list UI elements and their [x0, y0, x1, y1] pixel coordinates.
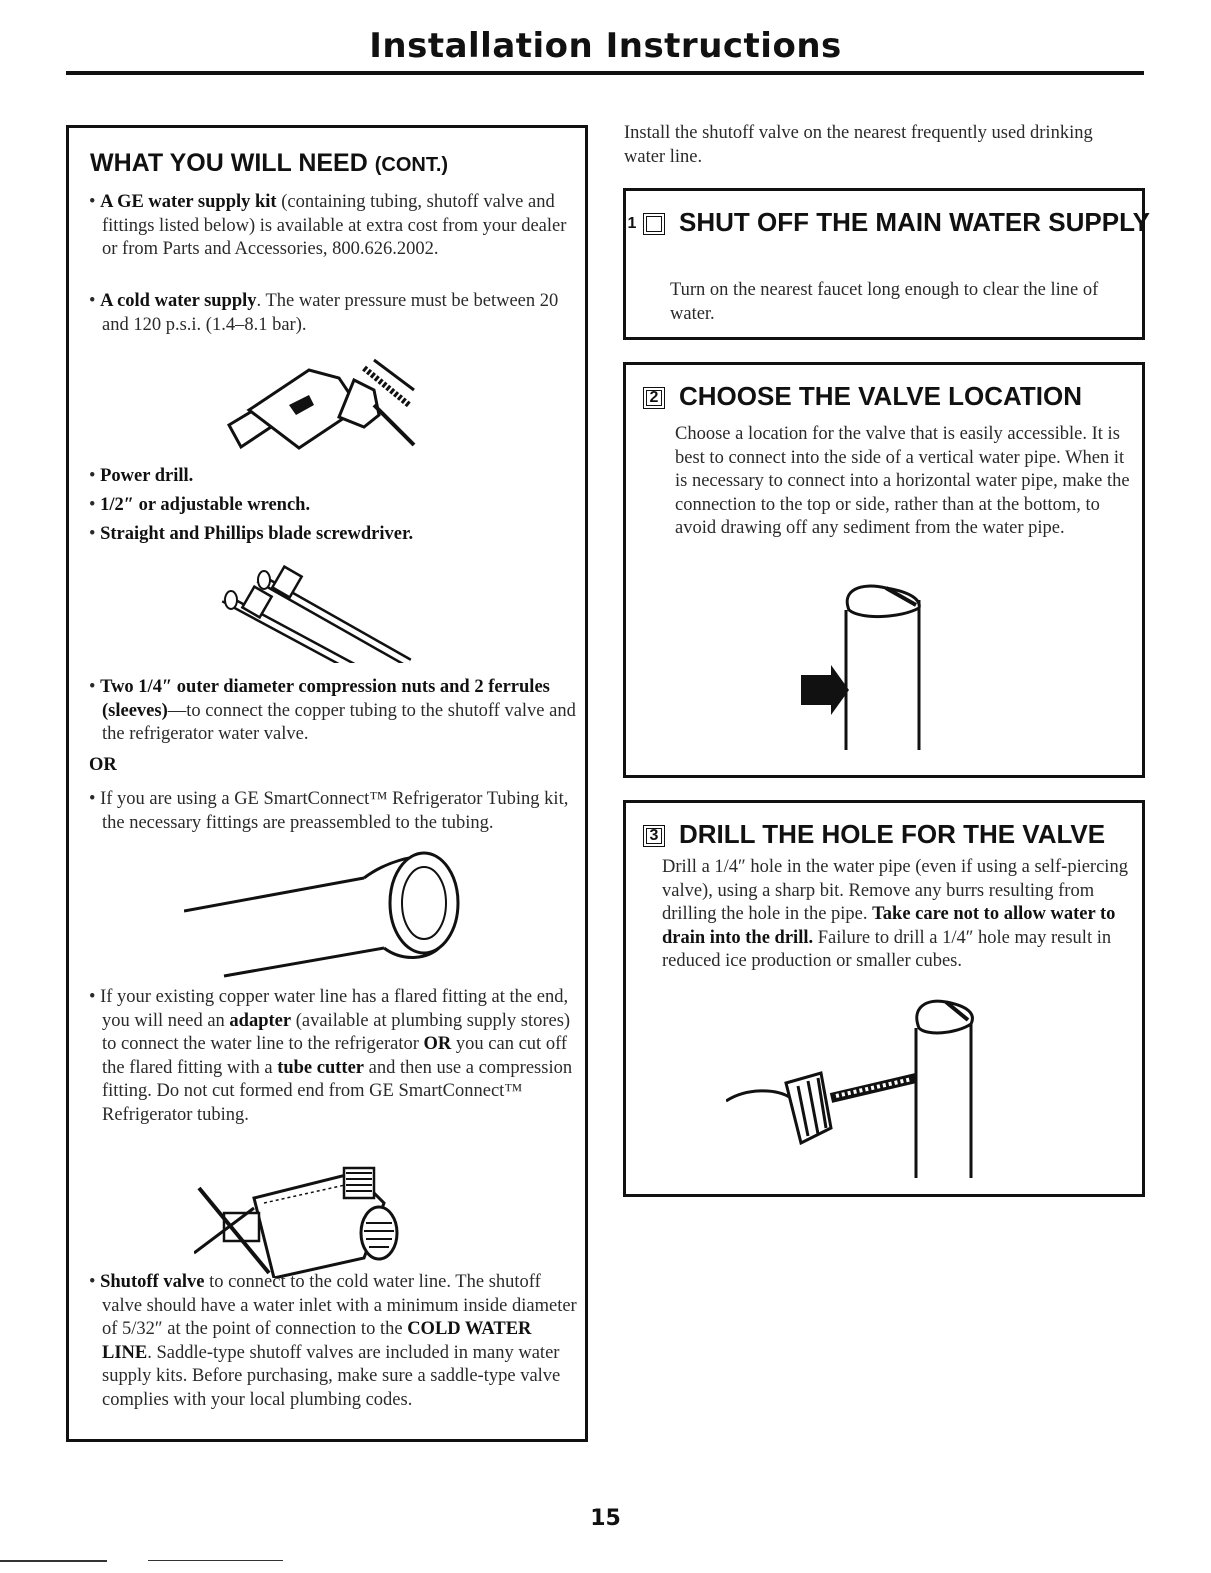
compression-nuts-illustration — [209, 558, 424, 663]
list-item-flared-fitting: • If your existing copper water line has a flared fitting at the end, you will need an adapter (available at plumbing supply stores) to connect the water line to the refrigerator OR you can cut off the flared fitting with a tube cutter and then use a compression fitting. Do not cut formed end from GE SmartConnect™ Refrigerator tubing. — [89, 987, 573, 1125]
step-3-title: DRILL THE HOLE FOR THE VALVE — [679, 819, 1106, 849]
step-1-box — [623, 188, 1150, 340]
tool-power-drill: • Power drill. — [89, 466, 194, 486]
compression-nuts-text: —to connect the copper tubing to the shutoff valve and the refrigerator water valve. — [102, 700, 576, 744]
step-3-box — [623, 800, 1145, 1197]
step-3-text-1: Drill a 1/4″ hole in the water pipe (even if using a self-piercing valve), using a sharp bit. Remove any burrs resulting from drilling the hole in the pipe. — [662, 857, 1128, 924]
flared-text-2: (available at plumbing supply stores) to connect the water line to the refrigerator — [102, 1010, 571, 1054]
intro-text: Install the shutoff valve on the nearest frequently used drinking water line. — [624, 123, 1093, 167]
cold-water-line-label: COLD WATER LINE — [102, 1319, 532, 1363]
tubing-illustration — [184, 848, 474, 983]
kit-label: A GE water supply kit — [100, 192, 277, 212]
step-3-text-2: Failure to drill a 1/4″ hole may result in reduced ice production or smaller cubes. — [662, 927, 1112, 971]
step-2-box — [623, 362, 1145, 778]
flared-text-3: you can cut off the flared fitting with a — [102, 1034, 568, 1078]
power-drill-illustration — [214, 350, 424, 465]
tool-power-drill-label: Power drill. — [100, 466, 194, 486]
list-item-compression-nuts: • Two 1/4″ outer diameter compression nuts and 2 ferrules (sleeves)—to connect the copper tubing to the shutoff valve and the refrigerator water valve. — [89, 677, 576, 744]
section-heading-text: WHAT YOU WILL NEED — [90, 149, 368, 177]
section-heading — [90, 149, 448, 178]
step-3-heading — [643, 819, 1138, 849]
footer-rule-mid — [148, 1560, 283, 1561]
tool-wrench-label: 1/2″ or adjustable wrench. — [100, 495, 311, 515]
step-2-text: Choose a location for the valve that is easily accessible. It is best to connect into the side of a vertical water pipe. When it is necessary to connect into a horizontal water pipe, make the connection to the top or side, rather than at the bottom, to avoid drawing off any sediment from the water pipe. — [675, 424, 1130, 538]
shutoff-valve-label: Shutoff valve — [100, 1272, 205, 1292]
list-item-water-supply-kit: • A GE water supply kit (containing tubing, shutoff valve and fittings listed below) is available at extra cost from your dealer or from Parts and Accessories, 800.626.2002. — [89, 192, 567, 259]
step-2-heading — [643, 381, 1133, 411]
flared-or: OR — [423, 1034, 452, 1054]
step-3-warning: Take care not to allow water to drain into the drill. — [662, 904, 1116, 948]
footer-rule-left — [0, 1560, 107, 1562]
drill-pipe-illustration — [726, 988, 986, 1183]
or-label — [89, 754, 117, 778]
smartconnect-text: If you are using a GE SmartConnect™ Refrigerator Tubing kit, the necessary fittings are preassembled to the tubing. — [100, 789, 569, 833]
tube-cutter-label: tube cutter — [277, 1057, 365, 1078]
section-heading-suffix: (CONT.) — [374, 154, 449, 176]
step-1-number: 1 — [643, 213, 665, 235]
step-2-number: 2 — [643, 387, 665, 409]
step-1-title: SHUT OFF THE MAIN WATER SUPPLY — [679, 207, 1150, 237]
cold-water-text: . The water pressure must be between 20 and 120 p.s.i. (1.4–8.1 bar). — [102, 291, 559, 335]
list-item-shutoff-valve: • Shutoff valve to connect to the cold water line. The shutoff valve should have a water inlet with a minimum inside diameter of 5/32″ at the point of connection to the COLD WATER LINE. Saddle-type shutoff valves are included in many water supply kits. Before purchasing, make sure a saddle-type valve complies with your local plumbing codes. — [89, 1272, 577, 1410]
list-item-cold-water-supply: • A cold water supply. The water pressure must be between 20 and 120 p.s.i. (1.4–8.1 bar). — [89, 291, 559, 335]
shutoff-text-1: to connect to the cold water line. The shutoff valve should have a water inlet with a minimum inside diameter of 5/32″ at the point of connection to the — [102, 1272, 577, 1339]
kit-text: (containing tubing, shutoff valve and fittings listed below) is available at extra cost from your dealer or from Parts and Accessories, 800.626.2002. — [102, 192, 567, 259]
shutoff-text-2: . Saddle-type shutoff valves are included in many water supply kits. Before purchasing, make sure a saddle-type valve complies with your local plumbing codes. — [102, 1342, 561, 1410]
tool-screwdriver-label: Straight and Phillips blade screwdriver. — [100, 524, 414, 544]
or-text: OR — [89, 755, 117, 775]
shutoff-valve-illustration — [194, 1153, 424, 1278]
page-title: Installation Instructions — [369, 26, 842, 66]
compression-nuts-label: Two 1/4″ outer diameter compression nuts and 2 ferrules (sleeves) — [100, 677, 550, 721]
page-number: 15 — [590, 1506, 621, 1531]
flared-text-1: If your existing copper water line has a flared fitting at the end, you will need an — [100, 987, 569, 1031]
step-2-title: CHOOSE THE VALVE LOCATION — [679, 381, 1083, 411]
step-1-heading — [627, 207, 1167, 237]
list-item-smartconnect: • If you are using a GE SmartConnect™ Refrigerator Tubing kit, the necessary fittings are preassembled to the tubing. — [89, 789, 569, 833]
step-1-text: Turn on the nearest faucet long enough to clear the line of water. — [670, 280, 1099, 324]
flared-text-4: and then use a compression fitting. Do not cut formed end from GE SmartConnect™ Refrigerator tubing. — [102, 1057, 573, 1125]
step-3-text — [662, 856, 1132, 974]
tool-wrench: • 1/2″ or adjustable wrench. — [89, 495, 311, 515]
step-3-number: 3 — [643, 825, 665, 847]
tool-screwdriver: • Straight and Phillips blade screwdriver. — [89, 524, 414, 544]
vertical-pipe-illustration — [791, 580, 931, 755]
title-rule — [66, 71, 1144, 75]
what-you-will-need-box — [66, 125, 588, 1442]
adapter-label: adapter — [229, 1010, 292, 1031]
cold-water-label: A cold water supply — [100, 291, 257, 311]
